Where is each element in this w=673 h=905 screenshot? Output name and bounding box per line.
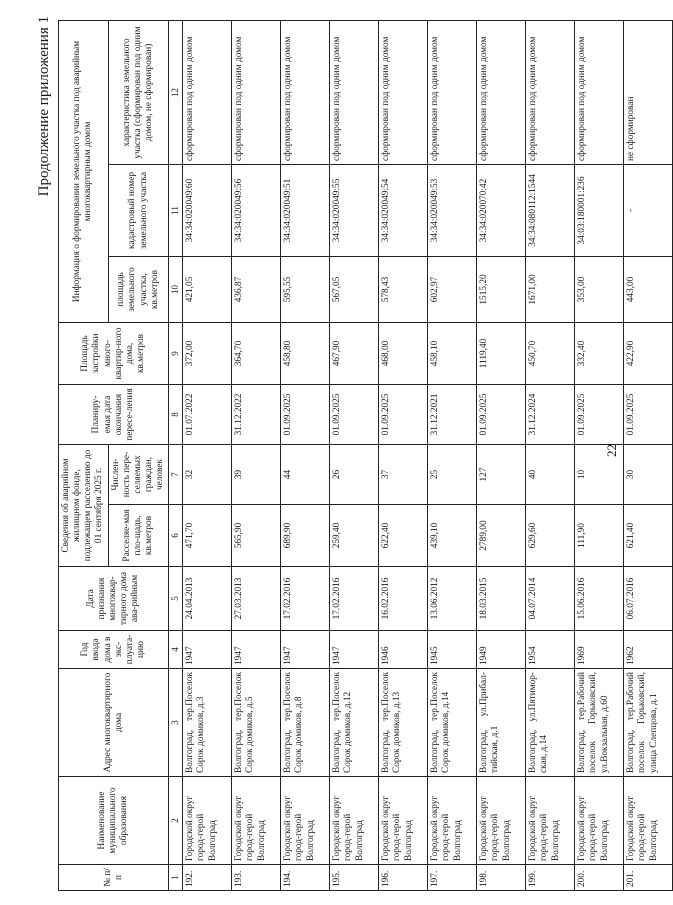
cell-date-recognition: 13.06.2012: [428, 567, 477, 631]
column-number: 12: [169, 20, 183, 164]
cell-characteristic: сформирован под одним домом: [526, 20, 575, 164]
header-group-land: Информация о формировании земельного участка под аварийным многоквартирным домом: [59, 20, 109, 322]
header-characteristic: характеристика земельного участка (сформирован под одним домом, не сформирован): [108, 20, 169, 164]
cell-number: 198.: [477, 865, 526, 891]
cell-cadastral: 34:34:020049:60: [183, 164, 232, 256]
cell-municipality: Городской округ город-герой Волгоград: [232, 777, 281, 865]
cell-residents: 40: [526, 444, 575, 504]
cell-year: 1962: [624, 631, 673, 669]
cell-year: 1947: [330, 631, 379, 669]
cell-planned-date: 01.09.2025: [281, 384, 330, 444]
cell-characteristic: не сформирован: [624, 20, 673, 164]
cell-cadastral: 34:34:020049:53: [428, 164, 477, 256]
cell-address: Волгоград, тер.Рабочий поселок Горьковский, ул.Вокзальная, д.60: [575, 669, 624, 777]
column-number: 9: [169, 322, 183, 384]
cell-building-area: 1119,40: [477, 322, 526, 384]
cell-cadastral: 34:34:020070:42: [477, 164, 526, 256]
cell-land-area: 443,00: [624, 256, 673, 322]
cell-year: 1946: [379, 631, 428, 669]
table-row: [232, 20, 281, 890]
header-date-recognition: Дата признания многоквар-тирного дома ава-рийным: [59, 567, 169, 631]
cell-area-resettle: 111,90: [575, 505, 624, 567]
cell-characteristic: сформирован под одним домом: [428, 20, 477, 164]
table-row: [624, 20, 673, 890]
cell-municipality: Городской округ город-герой Волгоград: [281, 777, 330, 865]
cell-cadastral: 34:34:020049:56: [232, 164, 281, 256]
cell-land-area: 421,05: [183, 256, 232, 322]
table-row: [281, 20, 330, 890]
cell-building-area: 467,90: [330, 322, 379, 384]
table-row: [526, 20, 575, 890]
cell-cadastral: 34:34:020049:54: [379, 164, 428, 256]
cell-characteristic: сформирован под одним домом: [232, 20, 281, 164]
cell-characteristic: сформирован под одним домом: [183, 20, 232, 164]
table-row: [477, 20, 526, 890]
cell-characteristic: сформирован под одним домом: [330, 20, 379, 164]
cell-number: 192.: [183, 865, 232, 891]
cell-planned-date: 01.07.2022: [183, 384, 232, 444]
cell-land-area: 595,55: [281, 256, 330, 322]
cell-address: Волгоград, тер.Поселок Сорок домиков, д.14: [428, 669, 477, 777]
header-group-emergency: Сведения об аварийном жилищном фонде, подлежащем расселению до 01 сентября 2025 г.: [59, 444, 109, 566]
cell-cadastral: 34:34:080112:1544: [526, 164, 575, 256]
cell-date-recognition: 15.06.2016: [575, 567, 624, 631]
cell-year: 1947: [183, 631, 232, 669]
header-municipality: Наименование муниципального образования: [59, 777, 169, 865]
cell-building-area: 458,10: [428, 322, 477, 384]
cell-residents: 44: [281, 444, 330, 504]
cell-characteristic: сформирован под одним домом: [379, 20, 428, 164]
table-row: [428, 20, 477, 890]
cell-planned-date: 01.09.2025: [379, 384, 428, 444]
cell-date-recognition: 27.03.2013: [232, 567, 281, 631]
header-building-area: Площадь застройки много-квартир-ного дома, кв.метров: [59, 322, 169, 384]
cell-municipality: Городской округ город-герой Волгоград: [575, 777, 624, 865]
cell-municipality: Городской округ город-герой Волгоград: [379, 777, 428, 865]
cell-year: 1947: [281, 631, 330, 669]
cell-municipality: Городской округ город-герой Волгоград: [526, 777, 575, 865]
cell-address: Волгоград, тер.Поселок Сорок домиков, д.3: [183, 669, 232, 777]
cell-building-area: 422,90: [624, 322, 673, 384]
header-planned-date: Планиру-емая дата окончания пересе-ления: [59, 384, 169, 444]
column-number: 3: [169, 669, 183, 777]
cell-date-recognition: 04.07.2014: [526, 567, 575, 631]
page-number: 22: [604, 444, 619, 457]
cell-date-recognition: 18.03.2015: [477, 567, 526, 631]
cell-number: 201.: [624, 865, 673, 891]
cell-cadastral: 34:34:020049:55: [330, 164, 379, 256]
cell-area-resettle: 689,90: [281, 505, 330, 567]
cell-residents: 127: [477, 444, 526, 504]
cell-land-area: 353,00: [575, 256, 624, 322]
cell-number: 200.: [575, 865, 624, 891]
cell-number: 193.: [232, 865, 281, 891]
cell-characteristic: сформирован под одним домом: [281, 20, 330, 164]
cell-planned-date: 01.09.2025: [330, 384, 379, 444]
cell-cadastral: 34:34:020049:51: [281, 164, 330, 256]
cell-building-area: 332,40: [575, 322, 624, 384]
header-address: Адрес многоквартирного дома: [59, 669, 169, 777]
cell-number: 199.: [526, 865, 575, 891]
header-cadastral: кадастровый номер земельного участка: [108, 164, 169, 256]
cell-year: 1945: [428, 631, 477, 669]
table-row: [183, 20, 232, 890]
cell-year: 1947: [232, 631, 281, 669]
appendix-heading: Продолжение приложения 1: [36, 16, 52, 197]
table-row: [330, 20, 379, 890]
cell-land-area: 1515,20: [477, 256, 526, 322]
cell-date-recognition: 24.04.2013: [183, 567, 232, 631]
cell-area-resettle: 259,40: [330, 505, 379, 567]
cell-characteristic: сформирован под одним домом: [477, 20, 526, 164]
cell-building-area: 458,80: [281, 322, 330, 384]
cell-residents: 37: [379, 444, 428, 504]
column-number: 8: [169, 384, 183, 444]
cell-characteristic: сформирован под одним домом: [575, 20, 624, 164]
header-number: № п/п: [59, 865, 169, 891]
column-number: 11: [169, 164, 183, 256]
cell-year: 1954: [526, 631, 575, 669]
column-number: 7: [169, 444, 183, 504]
cell-residents: 10: [575, 444, 624, 504]
header-land-area: площадь земельного участка, кв.метров: [108, 256, 169, 322]
cell-land-area: 578,43: [379, 256, 428, 322]
cell-residents: 26: [330, 444, 379, 504]
cell-area-resettle: 622,40: [379, 505, 428, 567]
cell-planned-date: 31.12.2022: [232, 384, 281, 444]
cell-cadastral: 34:03:180001:236: [575, 164, 624, 256]
cell-address: Волгоград, ул.Прибал-тийская, д.1: [477, 669, 526, 777]
cell-address: Волгоград, ул.Пятимор-ская, д.14: [526, 669, 575, 777]
cell-residents: 39: [232, 444, 281, 504]
header-area-resettle: Расселяе-мая пло-щадь, кв.метров: [108, 505, 169, 567]
cell-date-recognition: 06.07.2016: [624, 567, 673, 631]
column-number-row: [169, 20, 183, 890]
cell-planned-date: 31.12.2024: [526, 384, 575, 444]
cell-year: 1969: [575, 631, 624, 669]
cell-date-recognition: 17.02.2016: [281, 567, 330, 631]
cell-residents: 30: [624, 444, 673, 504]
cell-land-area: 1671,00: [526, 256, 575, 322]
cell-land-area: 602,97: [428, 256, 477, 322]
column-number: 1: [169, 865, 183, 891]
cell-land-area: 436,87: [232, 256, 281, 322]
cell-municipality: Городской округ город-герой Волгоград: [428, 777, 477, 865]
cell-area-resettle: 629,60: [526, 505, 575, 567]
table-body: [183, 20, 673, 890]
cell-land-area: 567,05: [330, 256, 379, 322]
cell-planned-date: 31.12.2021: [428, 384, 477, 444]
cell-address: Волгоград, тер.Поселок Сорок домиков, д.12: [330, 669, 379, 777]
cell-building-area: 372,00: [183, 322, 232, 384]
cell-building-area: 468,00: [379, 322, 428, 384]
cell-planned-date: 01.09.2025: [477, 384, 526, 444]
cell-address: Волгоград, тер.Поселок Сорок домиков, д.13: [379, 669, 428, 777]
cell-municipality: Городской округ город-герой Волгоград: [330, 777, 379, 865]
column-number: 10: [169, 256, 183, 322]
cell-building-area: 450,70: [526, 322, 575, 384]
column-number: 5: [169, 567, 183, 631]
cell-date-recognition: 16.02.2016: [379, 567, 428, 631]
cell-date-recognition: 17.02.2016: [330, 567, 379, 631]
cell-number: 194.: [281, 865, 330, 891]
cell-building-area: 364,70: [232, 322, 281, 384]
cell-area-resettle: 565,90: [232, 505, 281, 567]
cell-residents: 25: [428, 444, 477, 504]
header-residents: Числен-ность пере-селяемых граждан, человек: [108, 444, 169, 504]
table-row: [575, 20, 624, 890]
column-number: 6: [169, 505, 183, 567]
cell-planned-date: 01.09.2025: [624, 384, 673, 444]
cell-municipality: Городской округ город-герой Волгоград: [183, 777, 232, 865]
cell-year: 1949: [477, 631, 526, 669]
cell-cadastral: -: [624, 164, 673, 256]
cell-municipality: Городской округ город-герой Волгоград: [624, 777, 673, 865]
emergency-housing-table: [58, 20, 673, 891]
header-year: Год ввода дома в экс-плуата-цию: [59, 631, 169, 669]
cell-area-resettle: 471,70: [183, 505, 232, 567]
table-row: [379, 20, 428, 890]
cell-number: 197.: [428, 865, 477, 891]
cell-residents: 32: [183, 444, 232, 504]
cell-address: Волгоград, тер.Поселок Сорок домиков, д.8: [281, 669, 330, 777]
cell-municipality: Городской округ город-герой Волгоград: [477, 777, 526, 865]
cell-number: 196.: [379, 865, 428, 891]
column-number: 2: [169, 777, 183, 865]
cell-address: Волгоград, тер.Поселок Сорок домиков, д.5: [232, 669, 281, 777]
cell-area-resettle: 439,10: [428, 505, 477, 567]
column-number: 4: [169, 631, 183, 669]
cell-area-resettle: 2789,00: [477, 505, 526, 567]
cell-area-resettle: 621,40: [624, 505, 673, 567]
cell-address: Волгоград, тер.Рабочий поселок Горьковский, улица Слепцова, д.1: [624, 669, 673, 777]
cell-planned-date: 01.09.2025: [575, 384, 624, 444]
cell-number: 195.: [330, 865, 379, 891]
